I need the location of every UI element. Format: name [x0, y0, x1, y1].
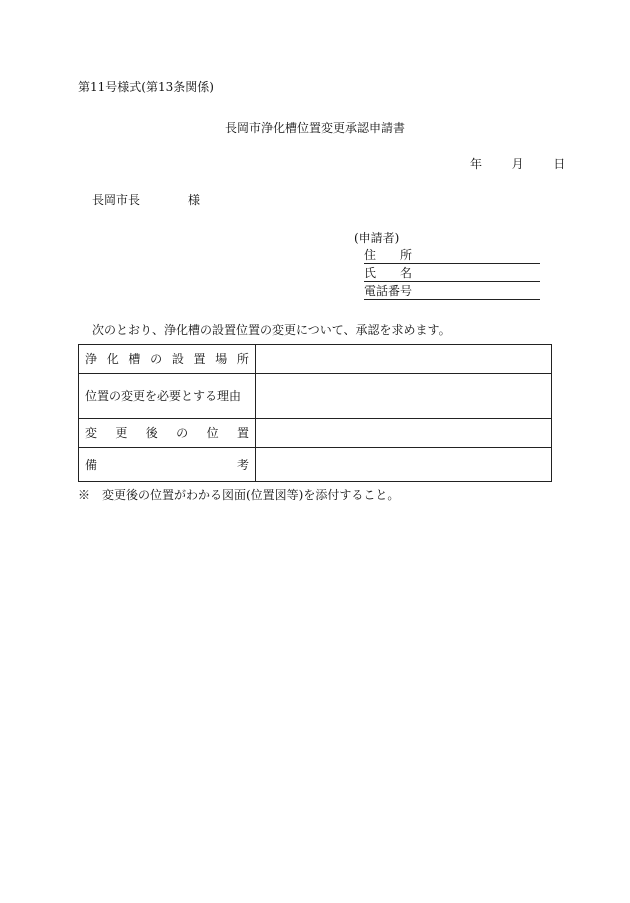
- label-remarks: [79, 448, 256, 482]
- table-row: [79, 374, 552, 419]
- label-installation-location: [79, 345, 256, 374]
- phone-label: 電話番号: [364, 284, 413, 298]
- label-char: 所: [236, 352, 249, 366]
- form-number: 第11号様式(第13条関係): [78, 80, 214, 94]
- address-label-1: 住: [364, 248, 377, 262]
- date-year: 年: [470, 157, 483, 171]
- document-title: 長岡市浄化槽位置変更承認申請書: [224, 121, 405, 135]
- label-char: 後: [145, 426, 158, 440]
- label-new-location: [79, 419, 256, 448]
- label-char: 化: [106, 352, 119, 366]
- applicant-name-field[interactable]: [364, 267, 540, 282]
- reason-value[interactable]: [256, 374, 552, 419]
- label-char: 設: [171, 352, 184, 366]
- applicant-address-field[interactable]: [364, 249, 540, 264]
- label-char: 位: [206, 426, 219, 440]
- label-char: 置: [193, 352, 206, 366]
- table-row: [79, 419, 552, 448]
- table-row: [79, 345, 552, 374]
- name-label-1: 氏: [364, 266, 377, 280]
- reason-label-text: 位置の変更を必要とする理由: [85, 389, 242, 403]
- addressee: [92, 193, 200, 207]
- label-char: の: [176, 426, 189, 440]
- label-char: 槽: [128, 352, 141, 366]
- intro-text: 次のとおり、浄化槽の設置位置の変更について、承認を求めます。: [92, 323, 451, 337]
- date-month: 月: [511, 157, 524, 171]
- address-label-2: 所: [400, 248, 413, 262]
- label-reason: [79, 374, 256, 419]
- date-line: [470, 157, 565, 171]
- table-row: [79, 448, 552, 482]
- label-char: 場: [215, 352, 228, 366]
- date-day: 日: [553, 157, 566, 171]
- remarks-value[interactable]: [256, 448, 552, 482]
- label-char: 考: [236, 457, 249, 472]
- addressee-honorific: 様: [188, 193, 201, 207]
- applicant-phone-field[interactable]: [364, 285, 540, 300]
- label-char: 変: [85, 426, 98, 440]
- label-char: 置: [236, 426, 249, 440]
- name-label-2: 名: [400, 266, 413, 280]
- label-char: 更: [115, 426, 128, 440]
- addressee-name: 長岡市長: [92, 193, 141, 207]
- label-char: の: [150, 352, 163, 366]
- label-char: 浄: [85, 352, 98, 366]
- installation-location-value[interactable]: [256, 345, 552, 374]
- application-table: [78, 344, 552, 482]
- label-char: 備: [85, 457, 98, 472]
- new-location-value[interactable]: [256, 419, 552, 448]
- attachment-note: ※ 変更後の位置がわかる図面(位置図等)を添付すること。: [78, 488, 400, 502]
- applicant-heading: (申請者): [354, 231, 400, 245]
